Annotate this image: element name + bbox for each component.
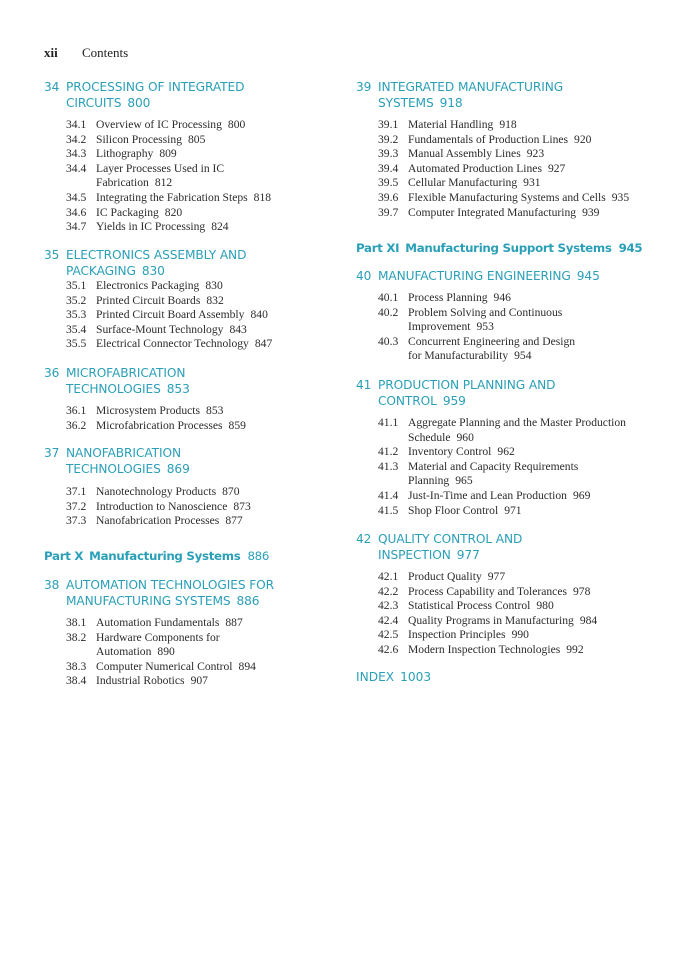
section-title: Yields in IC Processing — [96, 220, 206, 234]
part-xi-heading[interactable] — [356, 240, 642, 256]
part-title: Manufacturing Support Systems — [405, 241, 612, 255]
chapter-36-sections — [66, 404, 246, 433]
section-page: 887 — [225, 616, 243, 629]
section-title: Lithography — [96, 147, 154, 161]
section-36-1[interactable] — [66, 404, 246, 419]
section-title: Shop Floor Control — [408, 503, 499, 517]
chapter-34-sections — [66, 118, 271, 235]
section-title: Process Planning — [408, 291, 488, 304]
section-number: 42.3 — [378, 599, 399, 613]
section-page: 984 — [579, 613, 598, 627]
section-page: 809 — [159, 147, 177, 161]
section-title: Computer Integrated Manufacturing — [408, 205, 577, 219]
section-page: 920 — [574, 132, 592, 146]
section-page: 812 — [154, 176, 173, 190]
section-number: 40.3 — [378, 334, 399, 348]
section-number: 35.1 — [66, 279, 87, 292]
section-40-1[interactable] — [378, 291, 575, 306]
section-title: Cellular Manufacturing — [408, 176, 518, 190]
section-number: 41.3 — [378, 459, 399, 473]
section-title: Silicon Processing — [96, 132, 182, 146]
section-41-3[interactable] — [378, 460, 626, 489]
section-number: 37.2 — [66, 499, 87, 513]
section-34-3[interactable] — [66, 147, 271, 162]
chapter-page: 830 — [141, 264, 165, 278]
section-page: 847 — [254, 337, 273, 351]
section-page: 907 — [190, 674, 208, 688]
section-number: 37.3 — [66, 514, 87, 528]
section-page: 954 — [514, 349, 532, 363]
chapter-number: 38 — [44, 578, 60, 592]
section-title: Computer Numerical Control — [96, 659, 233, 673]
section-40-3[interactable] — [378, 335, 575, 364]
section-title: Industrial Robotics — [96, 674, 185, 688]
chapter-title: PROCESSING OF INTEGRATED — [66, 80, 245, 94]
section-number: 39.3 — [378, 147, 399, 161]
section-38-4[interactable] — [66, 674, 256, 689]
section-title: Microfabrication Processes — [96, 418, 223, 432]
chapter-title-cont: TECHNOLOGIES — [66, 382, 161, 396]
chapter-page: 853 — [166, 382, 190, 396]
section-number: 38.4 — [66, 674, 87, 688]
section-number: 34.4 — [66, 161, 87, 175]
section-title: Inspection Principles — [408, 628, 506, 642]
section-title: Electronics Packaging — [96, 279, 200, 292]
section-title: Printed Circuit Boards — [96, 293, 201, 307]
section-page: 824 — [211, 220, 229, 234]
chapter-title-cont: TECHNOLOGIES — [66, 462, 161, 476]
section-number: 39.2 — [378, 132, 399, 146]
section-page: 918 — [499, 118, 517, 131]
chapter-page: 800 — [127, 96, 151, 110]
part-page: 886 — [247, 549, 270, 563]
section-number: 34.5 — [66, 190, 87, 204]
section-page: 953 — [476, 320, 494, 334]
section-title: Surface-Mount Technology — [96, 322, 224, 336]
section-number: 34.1 — [66, 118, 87, 131]
section-number: 40.2 — [378, 305, 399, 319]
section-35-2[interactable] — [66, 294, 272, 309]
section-title: Manual Assembly Lines — [408, 147, 521, 161]
chapter-page: 869 — [166, 462, 190, 476]
chapter-number: 34 — [44, 80, 60, 94]
section-page: 927 — [547, 161, 566, 175]
section-34-7[interactable] — [66, 220, 271, 235]
section-41-1[interactable] — [378, 416, 626, 445]
section-41-5[interactable] — [378, 504, 626, 519]
section-title: Printed Circuit Board Assembly — [96, 308, 245, 322]
section-number: 36.2 — [66, 418, 87, 432]
chapter-title: INTEGRATED MANUFACTURING — [378, 80, 564, 94]
chapter-title: QUALITY CONTROL AND — [378, 532, 523, 546]
section-page: 805 — [188, 132, 206, 146]
chapter-40-sections — [378, 291, 575, 364]
section-number: 42.1 — [378, 570, 399, 583]
section-35-4[interactable] — [66, 323, 272, 338]
chapter-number: 37 — [44, 446, 60, 460]
section-title-cont: Automation — [96, 645, 152, 659]
section-34-5[interactable] — [66, 191, 271, 206]
section-title: Problem Solving and Continuous — [408, 305, 563, 319]
section-number: 37.1 — [66, 485, 87, 498]
section-page: 890 — [157, 645, 175, 659]
section-page: 971 — [504, 503, 522, 517]
section-page: 935 — [611, 190, 630, 204]
section-number: 34.3 — [66, 147, 87, 161]
section-42-4[interactable] — [378, 614, 597, 629]
section-page: 978 — [573, 584, 591, 598]
chapter-title-cont: INSPECTION — [378, 548, 451, 562]
section-number: 41.1 — [378, 416, 399, 429]
section-title: Overview of IC Processing — [96, 118, 222, 131]
section-page: 840 — [250, 308, 268, 322]
index-label: INDEX — [356, 670, 395, 684]
section-page: 800 — [227, 118, 246, 131]
section-38-1[interactable] — [66, 616, 256, 631]
section-34-1[interactable] — [66, 118, 271, 133]
section-34-4[interactable] — [66, 162, 271, 191]
running-head-title: Contents — [82, 45, 129, 60]
section-page: 931 — [523, 176, 541, 190]
section-35-3[interactable] — [66, 308, 272, 323]
section-number: 42.6 — [378, 642, 399, 656]
section-42-6[interactable] — [378, 643, 597, 658]
section-page: 853 — [206, 404, 224, 417]
section-page: 820 — [164, 205, 183, 219]
section-number: 41.4 — [378, 488, 399, 502]
section-title: Concurrent Engineering and Design — [408, 334, 576, 348]
section-page: 818 — [253, 190, 272, 204]
section-39-6[interactable] — [378, 191, 629, 206]
section-title-cont: for Manufacturability — [408, 349, 509, 363]
chapter-42-sections — [378, 570, 597, 658]
section-number: 35.5 — [66, 337, 87, 351]
chapter-page: 959 — [442, 394, 466, 408]
chapter-title: MANUFACTURING ENGINEERING — [378, 269, 571, 283]
section-page: 939 — [582, 205, 600, 219]
section-page: 832 — [206, 293, 224, 307]
section-number: 38.1 — [66, 616, 87, 629]
section-number: 42.5 — [378, 628, 399, 642]
section-number: 34.6 — [66, 205, 87, 219]
section-number: 40.1 — [378, 291, 399, 304]
section-page: 873 — [233, 499, 251, 513]
chapter-title-cont: PACKAGING — [66, 264, 136, 278]
page-folio: xii — [44, 45, 58, 60]
section-37-2[interactable] — [66, 500, 251, 515]
chapter-38-sections — [66, 616, 256, 689]
section-title: Hardware Components for — [96, 630, 220, 644]
section-42-3[interactable] — [378, 599, 597, 614]
section-number: 35.2 — [66, 293, 87, 307]
section-title: Nanotechnology Products — [96, 485, 217, 498]
section-title: Aggregate Planning and the Master Production — [408, 416, 626, 429]
section-34-2[interactable] — [66, 133, 271, 148]
section-number: 41.2 — [378, 445, 399, 459]
chapter-title: NANOFABRICATION — [66, 446, 181, 460]
chapter-39-sections — [378, 118, 629, 220]
section-title: Statistical Process Control — [408, 599, 531, 613]
chapter-37-sections — [66, 485, 251, 529]
section-number: 39.1 — [378, 118, 399, 131]
section-number: 34.7 — [66, 220, 87, 234]
section-number: 39.4 — [378, 161, 399, 175]
section-page: 843 — [229, 322, 247, 336]
section-35-5[interactable] — [66, 337, 272, 352]
section-page: 992 — [566, 642, 584, 656]
chapter-title-cont: MANUFACTURING SYSTEMS — [66, 594, 231, 608]
section-number: 36.1 — [66, 404, 87, 417]
section-number: 39.7 — [378, 205, 399, 219]
part-label: Part X — [44, 549, 84, 563]
section-39-5[interactable] — [378, 176, 629, 191]
section-number: 42.2 — [378, 584, 399, 598]
section-title: Product Quality — [408, 570, 482, 583]
chapter-35-sections — [66, 279, 272, 352]
chapter-title: ELECTRONICS ASSEMBLY AND — [66, 248, 247, 262]
part-page: 945 — [618, 241, 643, 255]
section-42-5[interactable] — [378, 628, 597, 643]
section-page: 923 — [526, 147, 545, 161]
section-number: 41.5 — [378, 503, 399, 517]
section-title: Introduction to Nanoscience — [96, 499, 228, 513]
section-title: Integrating the Fabrication Steps — [96, 190, 248, 204]
chapter-page: 977 — [456, 548, 480, 562]
chapter-number: 36 — [44, 366, 60, 380]
chapter-page: 918 — [439, 96, 463, 110]
section-38-3[interactable] — [66, 660, 256, 675]
section-title: Fundamentals of Production Lines — [408, 132, 569, 146]
section-title: IC Packaging — [96, 205, 159, 219]
chapter-title-cont: CIRCUITS — [66, 96, 122, 110]
section-page: 990 — [511, 628, 529, 642]
section-36-2[interactable] — [66, 419, 246, 434]
section-title: Process Capability and Tolerances — [408, 584, 567, 598]
section-42-2[interactable] — [378, 585, 597, 600]
section-page: 859 — [228, 418, 246, 432]
section-title: Inventory Control — [408, 445, 492, 459]
section-page: 960 — [456, 430, 474, 444]
section-title-cont: Improvement — [408, 320, 471, 334]
chapter-page: 886 — [236, 594, 260, 608]
section-page: 877 — [225, 514, 243, 528]
section-39-7[interactable] — [378, 206, 629, 221]
section-number: 34.2 — [66, 132, 87, 146]
chapter-title: AUTOMATION TECHNOLOGIES FOR — [66, 578, 275, 592]
section-page: 946 — [493, 291, 511, 304]
chapter-title: MICROFABRICATION — [66, 366, 186, 380]
section-number: 39.5 — [378, 176, 399, 190]
chapter-number: 40 — [356, 269, 372, 283]
chapter-title-cont: CONTROL — [378, 394, 437, 408]
section-page: 894 — [238, 659, 256, 673]
chapter-number: 35 — [44, 248, 60, 262]
section-page: 870 — [222, 485, 240, 498]
section-41-4[interactable] — [378, 489, 626, 504]
section-title-cont: Schedule — [408, 430, 451, 444]
section-40-2[interactable] — [378, 306, 575, 335]
chapter-title-cont: SYSTEMS — [378, 96, 434, 110]
chapter-number: 41 — [356, 378, 372, 392]
section-title: Just-In-Time and Lean Production — [408, 488, 567, 502]
section-number: 35.3 — [66, 308, 87, 322]
section-37-1[interactable] — [66, 485, 251, 500]
section-page: 830 — [205, 279, 223, 292]
section-title: Flexible Manufacturing Systems and Cells — [408, 190, 606, 204]
chapter-number: 42 — [356, 532, 372, 546]
section-number: 38.3 — [66, 659, 87, 673]
section-page: 969 — [572, 488, 591, 502]
index-page: 1003 — [400, 670, 432, 684]
section-37-3[interactable] — [66, 514, 251, 529]
part-x-heading[interactable] — [44, 548, 269, 564]
part-title: Manufacturing Systems — [89, 549, 241, 563]
chapter-title: PRODUCTION PLANNING AND — [378, 378, 556, 392]
section-39-1[interactable] — [378, 118, 629, 133]
section-39-2[interactable] — [378, 133, 629, 148]
chapter-page: 945 — [576, 269, 600, 283]
index-entry[interactable] — [356, 670, 431, 684]
section-title: Nanofabrication Processes — [96, 514, 220, 528]
section-title: Quality Programs in Manufacturing — [408, 613, 574, 627]
section-number: 35.4 — [66, 322, 87, 336]
section-title-cont: Planning — [408, 474, 450, 488]
section-34-6[interactable] — [66, 206, 271, 221]
section-page: 965 — [455, 474, 473, 488]
section-page: 962 — [497, 445, 515, 459]
section-number: 38.2 — [66, 630, 87, 644]
section-41-2[interactable] — [378, 445, 626, 460]
section-title: Electrical Connector Technology — [96, 337, 249, 351]
section-title: Layer Processes Used in IC — [96, 161, 225, 175]
part-label: Part XI — [356, 241, 400, 255]
section-38-2[interactable] — [66, 631, 256, 660]
chapter-41-sections — [378, 416, 626, 518]
section-page: 977 — [487, 570, 506, 583]
section-39-4[interactable] — [378, 162, 629, 177]
section-number: 42.4 — [378, 613, 399, 627]
section-title: Automated Production Lines — [408, 161, 542, 175]
section-title: Microsystem Products — [96, 404, 201, 417]
chapter-number: 39 — [356, 80, 372, 94]
section-42-1[interactable] — [378, 570, 597, 585]
section-title: Material Handling — [408, 118, 494, 131]
section-title-cont: Fabrication — [96, 176, 149, 190]
section-number: 39.6 — [378, 190, 399, 204]
section-page: 980 — [536, 599, 554, 613]
section-39-3[interactable] — [378, 147, 629, 162]
section-title: Material and Capacity Requirements — [408, 459, 579, 473]
section-title: Modern Inspection Technologies — [408, 642, 561, 656]
section-title: Automation Fundamentals — [96, 616, 220, 629]
section-35-1[interactable] — [66, 279, 272, 294]
